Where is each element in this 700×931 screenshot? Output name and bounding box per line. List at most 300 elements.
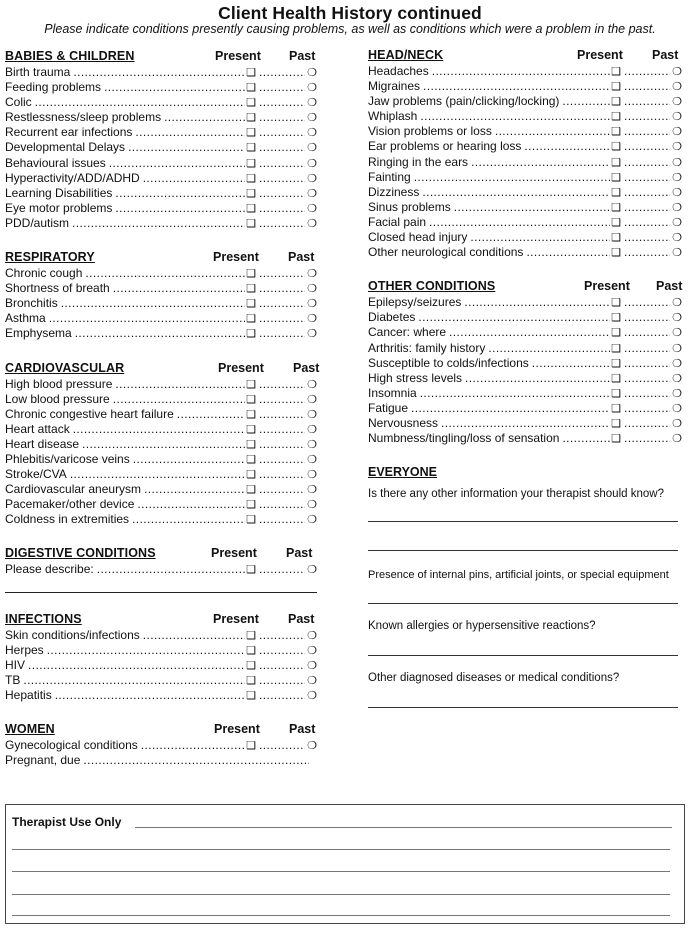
- present-checkbox[interactable]: ❑: [611, 372, 621, 385]
- present-checkbox[interactable]: ❑: [246, 629, 256, 642]
- past-radio[interactable]: ❍: [672, 417, 682, 430]
- present-checkbox[interactable]: ❑: [246, 172, 256, 185]
- present-checkbox[interactable]: ❑: [611, 126, 621, 139]
- question-other-diseases: Other diagnosed diseases or medical conditions?: [368, 672, 620, 685]
- condition-row: [5, 95, 317, 110]
- leader-dots: [259, 296, 305, 310]
- present-checkbox[interactable]: ❑: [611, 357, 621, 370]
- leader-dots: [411, 401, 610, 415]
- condition-row: [5, 482, 317, 497]
- present-checkbox[interactable]: ❑: [611, 156, 621, 169]
- condition-row: [5, 156, 317, 171]
- present-checkbox[interactable]: ❑: [246, 514, 256, 527]
- present-checkbox[interactable]: ❑: [246, 378, 256, 391]
- condition-row: [5, 658, 317, 673]
- past-radio[interactable]: ❍: [307, 674, 317, 687]
- condition-row: [5, 738, 317, 753]
- present-checkbox[interactable]: ❑: [611, 387, 621, 400]
- section-title: HEAD/NECK: [368, 48, 444, 62]
- instructions: Please indicate conditions presently causing problems, as well as conditions which were a problem in the past.: [44, 22, 656, 36]
- answer-line[interactable]: [368, 707, 678, 708]
- condition-label: Birth trauma: [5, 65, 71, 79]
- condition-label: Facial pain: [368, 214, 427, 229]
- past-radio[interactable]: ❍: [307, 127, 317, 140]
- condition-row: [5, 65, 317, 80]
- present-checkbox[interactable]: ❑: [246, 157, 256, 170]
- condition-label: Chronic congestive heart failure: [5, 406, 174, 421]
- leader-dots: [418, 310, 610, 324]
- present-checkbox[interactable]: ❑: [611, 141, 621, 154]
- leader-dots: [488, 341, 610, 355]
- past-radio[interactable]: ❍: [672, 171, 682, 184]
- present-checkbox[interactable]: ❑: [246, 453, 256, 466]
- past-radio[interactable]: ❍: [307, 469, 317, 482]
- leader-dots: [624, 245, 670, 259]
- leader-dots: [624, 94, 670, 108]
- leader-dots: [104, 80, 245, 94]
- past-radio[interactable]: ❍: [307, 514, 317, 527]
- leader-dots: [259, 65, 305, 79]
- leader-dots: [532, 356, 610, 370]
- present-checkbox[interactable]: ❑: [246, 67, 256, 79]
- section-everyone: [368, 465, 682, 708]
- leader-dots: [471, 155, 610, 169]
- therapist-line[interactable]: [12, 894, 670, 895]
- past-radio[interactable]: ❍: [307, 659, 317, 672]
- condition-label: Fainting: [368, 169, 411, 184]
- condition-row: [5, 497, 317, 512]
- present-checkbox[interactable]: ❑: [246, 740, 256, 752]
- past-radio[interactable]: ❍: [672, 201, 682, 214]
- present-checkbox[interactable]: ❑: [611, 232, 621, 245]
- past-radio[interactable]: ❍: [672, 402, 682, 415]
- leader-dots: [259, 512, 305, 526]
- present-checkbox[interactable]: ❑: [246, 423, 256, 436]
- past-radio[interactable]: ❍: [672, 247, 682, 260]
- condition-label: Sinus problems: [368, 199, 451, 214]
- section-header: [368, 48, 682, 64]
- leader-dots: [624, 325, 670, 339]
- condition-row: [5, 562, 317, 577]
- section-header: [5, 49, 317, 65]
- present-checkbox[interactable]: ❑: [611, 201, 621, 214]
- leader-dots: [75, 326, 245, 340]
- condition-label: High stress levels: [368, 370, 463, 385]
- leader-dots: [624, 386, 670, 400]
- answer-line[interactable]: [368, 550, 678, 551]
- past-column-header: Past: [286, 546, 313, 561]
- leader-dots: [624, 341, 670, 355]
- past-radio[interactable]: ❍: [307, 157, 317, 170]
- past-radio[interactable]: ❍: [672, 327, 682, 340]
- present-checkbox[interactable]: ❑: [611, 327, 621, 340]
- condition-row: [5, 407, 317, 422]
- pregnant-due-field[interactable]: [83, 753, 309, 767]
- leader-dots: [97, 562, 245, 576]
- condition-label: Nervousness: [368, 415, 439, 430]
- past-radio[interactable]: ❍: [307, 187, 317, 200]
- leader-dots: [55, 688, 245, 702]
- condition-label: Other neurological conditions: [368, 245, 524, 260]
- leader-dots: [524, 139, 610, 153]
- section-title: CARDIOVASCULAR: [5, 360, 125, 375]
- past-column-header: Past: [288, 611, 315, 626]
- present-checkbox[interactable]: ❑: [246, 393, 256, 406]
- condition-label: Stroke/CVA: [5, 467, 67, 482]
- section-title: OTHER CONDITIONS: [368, 279, 496, 294]
- present-checkbox[interactable]: ❑: [246, 564, 256, 577]
- past-radio[interactable]: ❍: [672, 126, 682, 139]
- condition-label: Ear problems or hearing loss: [368, 139, 522, 154]
- condition-label: Closed head injury: [368, 230, 468, 245]
- present-checkbox[interactable]: ❑: [611, 297, 621, 310]
- section-respiratory: [5, 250, 317, 341]
- leader-dots: [465, 371, 610, 385]
- condition-row: [5, 392, 317, 407]
- therapist-line[interactable]: [12, 849, 670, 850]
- leader-dots: [624, 295, 670, 309]
- condition-label: Whiplash: [368, 109, 418, 124]
- past-radio[interactable]: ❍: [672, 312, 682, 325]
- condition-label: Cancer: where: [368, 325, 447, 340]
- present-checkbox[interactable]: ❑: [611, 81, 621, 94]
- leader-dots: [259, 95, 305, 109]
- section-head-neck: [368, 48, 682, 260]
- past-radio[interactable]: ❍: [672, 357, 682, 370]
- present-checkbox[interactable]: ❑: [611, 402, 621, 415]
- past-radio[interactable]: ❍: [672, 141, 682, 154]
- leader-dots: [259, 311, 305, 325]
- past-radio[interactable]: ❍: [307, 644, 317, 657]
- past-radio[interactable]: ❍: [672, 297, 682, 310]
- condition-label: HIV: [5, 657, 26, 672]
- present-checkbox[interactable]: ❑: [246, 127, 256, 140]
- condition-label: Susceptible to colds/infections: [368, 355, 529, 370]
- leader-dots: [259, 688, 305, 702]
- present-checkbox[interactable]: ❑: [246, 484, 256, 497]
- leader-dots: [177, 407, 245, 421]
- leader-dots: [115, 201, 245, 215]
- condition-row: [368, 295, 682, 310]
- present-column-header: Present: [213, 250, 259, 265]
- past-radio[interactable]: ❍: [307, 172, 317, 185]
- leader-dots: [141, 738, 245, 752]
- past-radio[interactable]: ❍: [672, 216, 682, 229]
- leader-dots: [259, 738, 305, 752]
- therapist-line[interactable]: [12, 915, 670, 916]
- right-column: [368, 48, 682, 727]
- leader-dots: [259, 186, 305, 200]
- leader-dots: [259, 281, 305, 295]
- past-radio[interactable]: ❍: [307, 484, 317, 497]
- leader-dots: [259, 467, 305, 481]
- leader-dots: [259, 437, 305, 451]
- leader-dots: [259, 482, 305, 496]
- past-radio[interactable]: ❍: [307, 268, 317, 281]
- condition-label: Developmental Delays: [5, 140, 126, 155]
- present-checkbox[interactable]: ❑: [611, 216, 621, 229]
- condition-label: Emphysema: [5, 326, 72, 341]
- past-radio[interactable]: ❍: [307, 408, 317, 421]
- past-radio[interactable]: ❍: [307, 112, 317, 125]
- leader-dots: [429, 215, 610, 229]
- present-checkbox[interactable]: ❑: [611, 111, 621, 124]
- condition-row: [368, 416, 682, 431]
- condition-row: [368, 79, 682, 94]
- present-checkbox[interactable]: ❑: [611, 433, 621, 446]
- past-radio[interactable]: ❍: [672, 186, 682, 199]
- leader-dots: [259, 140, 305, 154]
- leader-dots: [259, 422, 305, 436]
- leader-dots: [624, 431, 670, 445]
- leader-dots: [113, 281, 245, 295]
- condition-row: [5, 437, 317, 452]
- leader-dots: [624, 155, 670, 169]
- past-radio[interactable]: ❍: [307, 740, 317, 752]
- present-column-header: Present: [215, 49, 261, 63]
- condition-row: [5, 201, 317, 216]
- condition-row: [5, 80, 317, 95]
- condition-row: [5, 422, 317, 437]
- answer-line[interactable]: [368, 521, 678, 522]
- past-radio[interactable]: ❍: [307, 97, 317, 110]
- present-column-header: Present: [218, 360, 264, 375]
- past-radio[interactable]: ❍: [307, 313, 317, 326]
- condition-label: TB: [5, 672, 21, 687]
- leader-dots: [73, 422, 245, 436]
- condition-row: [5, 171, 317, 186]
- leader-dots: [624, 200, 670, 214]
- condition-label: Recurrent ear infections: [5, 125, 133, 140]
- leader-dots: [115, 377, 245, 391]
- therapist-use-only-box: [5, 804, 685, 924]
- past-radio[interactable]: ❍: [672, 433, 682, 446]
- present-checkbox[interactable]: ❑: [611, 66, 621, 78]
- past-radio[interactable]: ❍: [307, 67, 317, 79]
- condition-label: Heart attack: [5, 421, 70, 436]
- leader-dots: [259, 326, 305, 340]
- describe-answer-line[interactable]: [5, 592, 317, 593]
- condition-label: Arthritis: family history: [368, 340, 486, 355]
- leader-dots: [624, 371, 670, 385]
- condition-label: Asthma: [5, 311, 46, 326]
- past-radio[interactable]: ❍: [672, 372, 682, 385]
- past-radio[interactable]: ❍: [672, 156, 682, 169]
- leader-dots: [422, 185, 610, 199]
- condition-label: Phlebitis/varicose veins: [5, 451, 130, 466]
- condition-label: Chronic cough: [5, 266, 83, 281]
- present-checkbox[interactable]: ❑: [246, 328, 256, 341]
- leader-dots: [259, 658, 305, 672]
- condition-label: Headaches: [368, 64, 429, 78]
- present-column-header: Present: [211, 546, 257, 561]
- past-radio[interactable]: ❍: [672, 232, 682, 245]
- leader-dots: [73, 65, 245, 79]
- section-digestive: [5, 546, 317, 592]
- condition-row: [368, 200, 682, 215]
- present-checkbox[interactable]: ❑: [246, 112, 256, 125]
- therapist-use-only-label: Therapist Use Only: [12, 815, 122, 829]
- present-checkbox[interactable]: ❑: [246, 499, 256, 512]
- present-checkbox[interactable]: ❑: [246, 674, 256, 687]
- present-checkbox[interactable]: ❑: [246, 298, 256, 311]
- condition-label: Restlessness/sleep problems: [5, 110, 162, 125]
- leader-dots: [259, 125, 305, 139]
- present-checkbox[interactable]: ❑: [246, 438, 256, 451]
- past-radio[interactable]: ❍: [307, 393, 317, 406]
- past-radio[interactable]: ❍: [672, 81, 682, 94]
- leader-dots: [259, 80, 305, 94]
- leader-dots: [259, 407, 305, 421]
- leader-dots: [420, 386, 610, 400]
- condition-label: Colic: [5, 95, 32, 110]
- condition-label: Learning Disabilities: [5, 185, 113, 200]
- past-radio[interactable]: ❍: [307, 328, 317, 341]
- condition-label: Insomnia: [368, 385, 417, 400]
- past-radio[interactable]: ❍: [307, 378, 317, 391]
- present-checkbox[interactable]: ❑: [246, 689, 256, 702]
- condition-label: Skin conditions/infections: [5, 627, 140, 642]
- leader-dots: [49, 311, 245, 325]
- past-radio[interactable]: ❍: [307, 202, 317, 215]
- leader-dots: [109, 156, 245, 170]
- condition-label: Low blood pressure: [5, 391, 110, 406]
- leader-dots: [143, 171, 245, 185]
- condition-row: [368, 230, 682, 245]
- past-radio[interactable]: ❍: [672, 342, 682, 355]
- leader-dots: [132, 512, 245, 526]
- pregnant-label: Pregnant, due: [5, 753, 81, 768]
- present-checkbox[interactable]: ❑: [246, 283, 256, 296]
- past-radio[interactable]: ❍: [307, 142, 317, 155]
- leader-dots: [495, 124, 610, 138]
- leader-dots: [259, 452, 305, 466]
- leader-dots: [259, 216, 305, 230]
- section-header: [5, 546, 317, 562]
- leader-dots: [23, 673, 245, 687]
- past-radio[interactable]: ❍: [307, 82, 317, 95]
- past-radio[interactable]: ❍: [672, 387, 682, 400]
- condition-label: Fatigue: [368, 400, 409, 415]
- condition-label: Diabetes: [368, 310, 416, 325]
- present-checkbox[interactable]: ❑: [246, 142, 256, 155]
- present-checkbox[interactable]: ❑: [246, 408, 256, 421]
- pregnant-row: [5, 753, 317, 768]
- condition-label: Behavioural issues: [5, 155, 106, 170]
- leader-dots: [259, 392, 305, 406]
- condition-label: PDD/autism: [5, 215, 70, 230]
- present-checkbox[interactable]: ❑: [246, 202, 256, 215]
- present-checkbox[interactable]: ❑: [611, 342, 621, 355]
- past-radio[interactable]: ❍: [672, 111, 682, 124]
- past-radio[interactable]: ❍: [307, 564, 317, 577]
- question-special-equipment: Presence of internal pins, artificial joints, or special equipment: [368, 569, 669, 582]
- condition-label: Cardiovascular aneurysm: [5, 482, 142, 497]
- section-header: [5, 250, 317, 266]
- present-checkbox[interactable]: ❑: [246, 644, 256, 657]
- past-radio[interactable]: ❍: [307, 453, 317, 466]
- past-radio[interactable]: ❍: [307, 629, 317, 642]
- present-column-header: Present: [577, 48, 623, 62]
- present-checkbox[interactable]: ❑: [611, 417, 621, 430]
- section-header: [5, 612, 317, 628]
- condition-row: [5, 628, 317, 643]
- therapist-line[interactable]: [12, 871, 670, 872]
- section-title: EVERYONE: [368, 465, 438, 480]
- answer-line[interactable]: [368, 603, 678, 604]
- present-checkbox[interactable]: ❑: [246, 217, 256, 230]
- past-radio[interactable]: ❍: [307, 423, 317, 436]
- question-other-info: Is there any other information your therapist should know?: [368, 488, 664, 501]
- present-checkbox[interactable]: ❑: [246, 469, 256, 482]
- condition-label: Migraines: [368, 79, 421, 94]
- leader-dots: [259, 497, 305, 511]
- leader-dots: [61, 296, 245, 310]
- present-checkbox[interactable]: ❑: [246, 187, 256, 200]
- present-checkbox[interactable]: ❑: [611, 171, 621, 184]
- past-radio[interactable]: ❍: [307, 217, 317, 230]
- section-title: DIGESTIVE CONDITIONS: [5, 546, 156, 561]
- condition-row: [5, 296, 317, 311]
- section-babies: [5, 49, 317, 231]
- leader-dots: [470, 230, 610, 244]
- present-checkbox[interactable]: ❑: [246, 313, 256, 326]
- leader-dots: [624, 109, 670, 123]
- condition-row: [5, 186, 317, 201]
- section-title: BABIES & CHILDREN: [5, 49, 135, 63]
- past-radio[interactable]: ❍: [307, 438, 317, 451]
- leader-dots: [423, 79, 610, 93]
- section-title: WOMEN: [5, 722, 55, 736]
- leader-dots: [624, 416, 670, 430]
- leader-dots: [420, 109, 610, 123]
- leader-dots: [259, 643, 305, 657]
- condition-row: [5, 311, 317, 326]
- past-radio[interactable]: ❍: [307, 689, 317, 702]
- past-column-header: Past: [289, 722, 316, 736]
- condition-row: [5, 216, 317, 231]
- present-checkbox[interactable]: ❑: [246, 659, 256, 672]
- condition-label: Feeding problems: [5, 80, 102, 95]
- present-checkbox[interactable]: ❑: [611, 247, 621, 260]
- therapist-line[interactable]: [135, 827, 672, 828]
- condition-label: Hyperactivity/ADD/ADHD: [5, 170, 140, 185]
- leader-dots: [259, 673, 305, 687]
- leader-dots: [624, 401, 670, 415]
- condition-row: [5, 512, 317, 527]
- leader-dots: [624, 170, 670, 184]
- past-radio[interactable]: ❍: [307, 499, 317, 512]
- leader-dots: [624, 139, 670, 153]
- answer-line[interactable]: [368, 655, 678, 656]
- condition-row: [5, 140, 317, 155]
- present-checkbox[interactable]: ❑: [246, 97, 256, 110]
- present-checkbox[interactable]: ❑: [246, 82, 256, 95]
- condition-label: Coldness in extremities: [5, 512, 130, 527]
- present-checkbox[interactable]: ❑: [611, 186, 621, 199]
- condition-row: [5, 266, 317, 281]
- present-checkbox[interactable]: ❑: [246, 268, 256, 281]
- leader-dots: [135, 125, 245, 139]
- past-radio[interactable]: ❍: [307, 283, 317, 296]
- past-radio[interactable]: ❍: [672, 66, 682, 78]
- past-radio[interactable]: ❍: [307, 298, 317, 311]
- present-checkbox[interactable]: ❑: [611, 96, 621, 109]
- condition-row: [368, 325, 682, 340]
- condition-row: [5, 467, 317, 482]
- past-radio[interactable]: ❍: [672, 96, 682, 109]
- present-checkbox[interactable]: ❑: [611, 312, 621, 325]
